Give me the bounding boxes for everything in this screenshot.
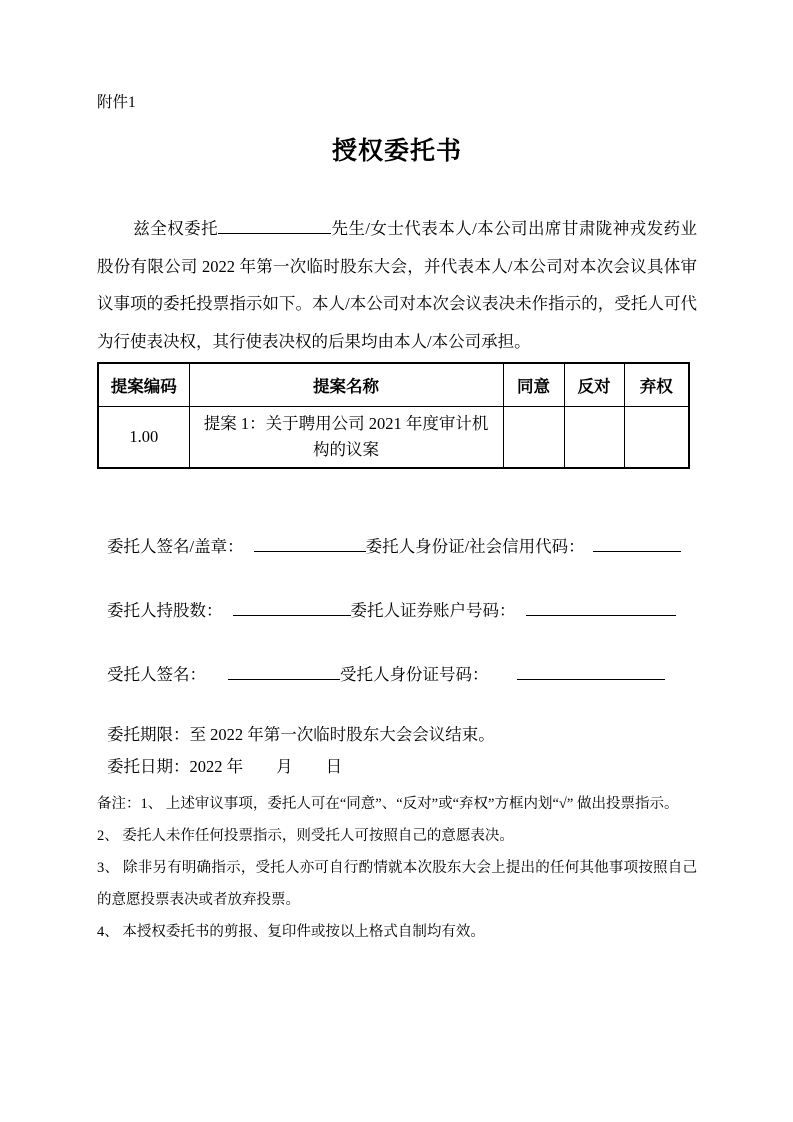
proxy-period-line: 委托期限：至 2022 年第一次临时股东大会会议结束。 [107, 724, 495, 744]
grantor-signature-blank[interactable] [254, 537, 366, 552]
intro-lead: 兹全权委托 [133, 219, 219, 238]
header-agree: 同意 [503, 363, 564, 406]
note-line-2: 2、 委托人未作任何投票指示，则受托人可按照自己的意愿表决。 [97, 827, 514, 844]
vote-agree-cell[interactable] [503, 406, 564, 468]
notes-section [97, 788, 697, 948]
proxy-name-blank[interactable] [218, 219, 331, 234]
proposal-name-cell: 提案 1：关于聘用公司 2021 年度审计机构的议案 [189, 406, 503, 468]
header-oppose: 反对 [564, 363, 624, 406]
grantor-shares-label: 委托人持股数： [107, 600, 223, 620]
proxy-date-line: 委托日期：2022 年 月 日 [107, 756, 343, 776]
grantor-securities-account-blank[interactable] [526, 601, 676, 616]
proposal-code-cell: 1.00 [98, 406, 189, 468]
note-line-1: 备注：1、 上述审议事项，委托人可在“同意”、“反对”或“弃权”方框内划“√” 做出投票指示。 [97, 795, 679, 812]
trustee-id-label: 受托人身份证号码： [340, 664, 489, 684]
trustee-signature-label: 受托人签名： [107, 664, 206, 684]
trustee-id-blank[interactable] [517, 665, 665, 680]
note-line-3: 3、 除非另有明确指示，受托人亦可自行酌情就本次股东大会上提出的任何其他事项按照自己的意愿投票表决或者放弃投票。 [97, 859, 697, 908]
proposal-table-header-row [98, 363, 689, 406]
attachment-label: 附件1 [97, 94, 136, 111]
intro-paragraph [97, 210, 697, 360]
vote-abstain-cell[interactable] [624, 406, 689, 468]
grantor-signature-row [97, 535, 697, 559]
note-line-4: 4、 本授权委托书的剪报、复印件或按以上格式自制均有效。 [97, 923, 485, 940]
page-title: 授权委托书 [331, 137, 462, 165]
proposal-row [98, 406, 689, 468]
grantor-shares-row [97, 599, 697, 623]
grantor-signature-label: 委托人签名/盖章： [107, 536, 244, 556]
grantor-account-label: 委托人证券账户号码： [350, 600, 516, 620]
vote-oppose-cell[interactable] [564, 406, 624, 468]
grantor-shares-blank[interactable] [233, 601, 351, 616]
header-proposal-code: 提案编码 [98, 363, 189, 406]
proposal-table [97, 362, 690, 469]
grantor-id-blank[interactable] [593, 537, 681, 552]
intro-body: 先生/女士代表本人/本公司出席甘肃陇神戎发药业股份有限公司 2022 年第一次临时股东大会，并代表本人/本公司对本次会议具体审议事项的委托投票指示如下。本人/本公司对本次会议表决未作指示的，受托人可代为行使表决权，其行使表决权的后果均由本人/本公司承担。 [97, 219, 698, 351]
grantor-id-label: 委托人身份证/社会信用代码： [365, 536, 585, 556]
header-proposal-name: 提案名称 [189, 363, 503, 406]
trustee-signature-blank[interactable] [228, 665, 340, 680]
trustee-signature-row [97, 663, 697, 687]
header-abstain: 弃权 [624, 363, 689, 406]
